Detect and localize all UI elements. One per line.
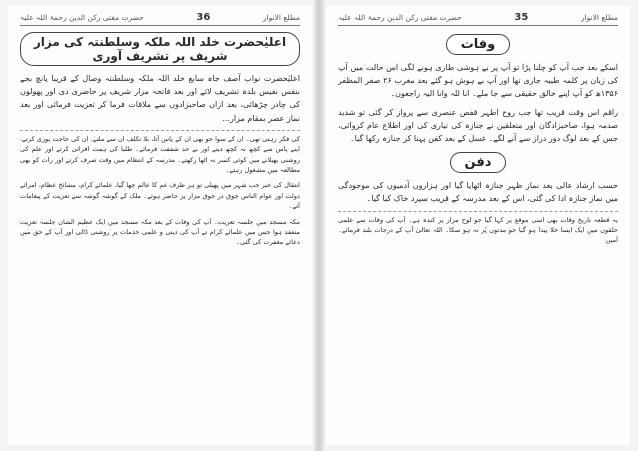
left-paragraph-1: اعلیٰحضرت نواب آصف جاہ سابع خلد اللہ ملکہ وسلطنتہ وصال کے قریبا پانچ بجے بنفس نفیس بلدہ تشریف لائے اور بعد فاتحہ مزار شریف پر حاضری دی اور پھولوں کی چادر چڑھائی، بعد ازاں صاحبزادوں سے ملاقات فرما کر تعزیت فرمائی اور بعد نماز عصر بمقام مزار... bbox=[20, 74, 300, 123]
right-paragraph-1: اسکے بعد جب آپ کو چلنا پڑا تو آپ پر بے ہوشی طاری ہونے لگی اس حالت میں آپ کی زبان پر کلمہ طیبہ جاری تھا اور آپ بے ہوش ہو گئے بعد مغرب ۲۶ صفر المظفر ۱۳۵۶ھ کو آپ اپنے خالق حقیقی سے جا ملے۔ انا للہ وانا الیہ راجعون۔ bbox=[338, 63, 618, 99]
left-header-subtitle: حضرت مفتی رکن الدین رحمۃ اللہ علیہ bbox=[20, 13, 144, 22]
left-page bbox=[8, 6, 312, 445]
left-paragraph-3: انتقال کی خبر جب شہر میں پھیلی تو ہر طرف غم کا عالم چھا گیا، علمائے کرام، مشائخ عظام، امرائے دولت اور عوام الناس جوق در جوق مزار پر حاضر ہوئے۔ ملک کے گوشہ گوشہ سے تعزیت کے پیغامات آئے۔ bbox=[20, 181, 300, 211]
dafn-heading: دفن bbox=[450, 152, 507, 173]
right-page bbox=[326, 6, 630, 445]
right-header-title: مطلع الانوار bbox=[580, 13, 618, 22]
right-paragraph-4: یہ قطعہ تاریخ وفات بھی اسی موقع پر کہا گیا جو لوح مزار پر کندہ ہے۔ آپ کی وفات سے علمی حلقوں میں ایک ایسا خلا پیدا ہو گیا جو مدتوں پُر نہ ہو سکا۔ اللہ تعالیٰ آپ کے درجات بلند فرمائے۔ آمین bbox=[338, 215, 618, 245]
left-paragraph-4: مکہ مسجد میں جلسہ تعزیت۔ آپ کی وفات کے بعد مکہ مسجد میں ایک عظیم الشان جلسہ تعزیت منعقد ہوا جس میں علمائے کرام نے آپ کی دینی و علمی خدمات پر روشنی ڈالی اور آپ کے حق میں دعائے مغفرت کی گئی۔ bbox=[20, 217, 300, 247]
right-running-head bbox=[338, 12, 618, 26]
left-running-head bbox=[20, 12, 300, 26]
left-section-heading: اعلیٰحضرت خلد اللہ ملکہ وسلطنتہ کی مزار شریف پر تشریف آوری bbox=[20, 32, 300, 66]
left-header-title: مطلع الانوار bbox=[262, 13, 300, 22]
right-paragraph-2: راقم اس وقت قریب تھا جب روح اطہر قفص عنصری سے پرواز کر گئی تو شدید صدمہ ہوا، صاحبزادگان اور متعلقین نے جنازہ کی تیاری کی اور اطلاع عام کروائی، جس کے بعد لوگ دور دراز سے آنے لگے۔ غسل کے بعد کفن پہنا کر جنازہ رکھا گیا۔ bbox=[338, 107, 618, 144]
left-paragraph-2: کی فکر رہتی تھی۔ ان کے سوا جو بھی ان کے پاس آتا، بلا تکلف ان سے ملتے، ان کی حاجت پوری کرتے، اپنے پاس سے کچھ نہ کچھ دیتے اور بے حد شفقت فرماتے۔ طلبا کی ہمت افزائی کرتے اور علم کی روشنی پھیلانے میں کوئی کسر نہ اٹھا رکھتے۔ مدرسہ کے انتظام میں وقت صرف کرتے اور رات کو بھی مطالعہ میں مشغول رہتے۔ bbox=[20, 134, 300, 175]
right-header-subtitle: حضرت مفتی رکن الدین رحمۃ اللہ علیہ bbox=[338, 13, 462, 22]
right-paragraph-3: حسب ارشاد عالی بعد نماز ظہر جنازہ اٹھایا گیا اور ہزاروں آدمیوں کی موجودگی میں نماز جنازہ ادا کی گئی، اس کے بعد مدرسہ کے قریب سپرد خاک کیا گیا۔ bbox=[338, 181, 618, 204]
right-divider bbox=[338, 211, 618, 212]
right-page-number: 35 bbox=[514, 12, 529, 23]
left-divider bbox=[20, 130, 300, 131]
book-gutter bbox=[314, 0, 324, 451]
left-page-number: 36 bbox=[196, 12, 211, 23]
wafat-heading: وفات bbox=[446, 34, 511, 55]
